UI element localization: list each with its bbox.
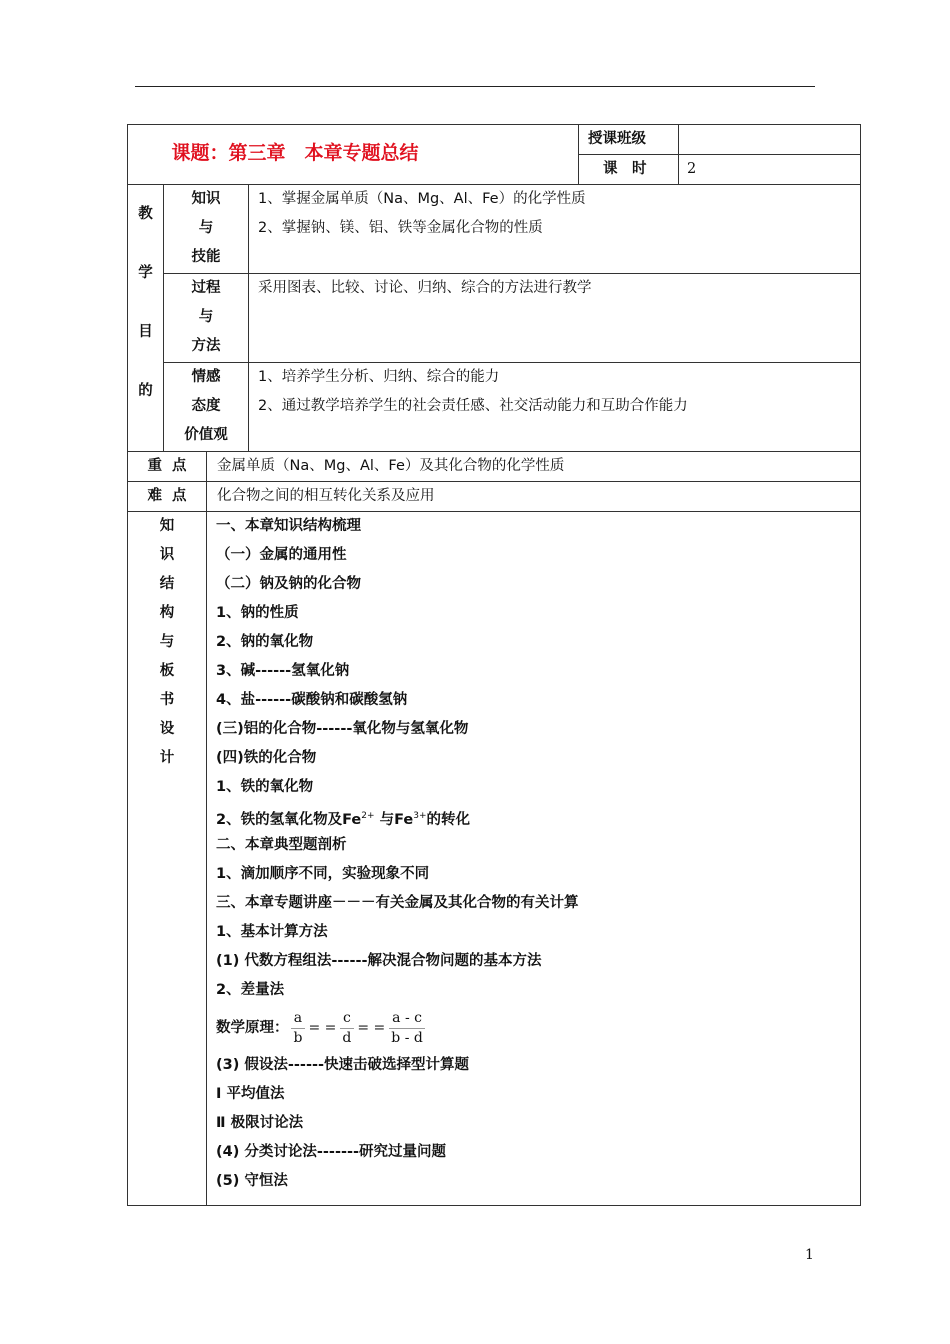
fe2-charge: 2+ bbox=[361, 811, 375, 821]
board-line: (四)铁的化合物 bbox=[216, 750, 317, 766]
emotion-item: 1、培养学生分析、归纳、综合的能力 bbox=[258, 369, 500, 385]
page-number: 1 bbox=[805, 1247, 814, 1263]
iron-line-pre: 2、铁的氢氧化物及Fe bbox=[216, 811, 362, 828]
fraction-c-d bbox=[339, 1009, 354, 1048]
board-label-char: 构 bbox=[159, 605, 175, 621]
process-label bbox=[164, 274, 249, 363]
board-line: 1、滴加顺序不同，实验现象不同 bbox=[216, 866, 430, 882]
fraction-denominator: b bbox=[293, 1029, 303, 1046]
emotion-label-line: 情感 bbox=[191, 369, 221, 385]
process-label-line: 与 bbox=[198, 309, 214, 325]
formula-label: 数学原理： bbox=[216, 1019, 289, 1036]
iron-line-post: 的转化 bbox=[426, 811, 471, 828]
board-label-char: 结 bbox=[159, 576, 175, 592]
board-label-char: 与 bbox=[159, 634, 175, 650]
board-line: Ⅰ 平均值法 bbox=[216, 1086, 285, 1102]
lesson-title: 课题：第三章 本章专题总结 bbox=[171, 142, 419, 164]
iron-line-mid: 与Fe bbox=[374, 811, 414, 828]
knowledge-item: 1、掌握金属单质（Na、Mg、Al、Fe）的化学性质 bbox=[258, 191, 586, 207]
class-label: 授课班级 bbox=[579, 125, 679, 155]
iron-conversion-line bbox=[216, 802, 860, 831]
knowledge-label-line: 知识 bbox=[191, 191, 221, 207]
equals-sign: = = bbox=[308, 1019, 337, 1036]
key-point-text: 金属单质（Na、Mg、Al、Fe）及其化合物的化学性质 bbox=[207, 452, 861, 482]
board-label-char: 书 bbox=[159, 692, 175, 708]
board-content bbox=[207, 512, 861, 1206]
difficulty-label: 难点 bbox=[128, 482, 207, 512]
process-content bbox=[249, 274, 861, 363]
fraction-a-b bbox=[291, 1009, 306, 1048]
board-line: （一）金属的通用性 bbox=[216, 547, 347, 563]
knowledge-content bbox=[249, 185, 861, 274]
board-line: 三、本章专题讲座－－－有关金属及其化合物的有关计算 bbox=[216, 895, 579, 911]
board-line: 1、基本计算方法 bbox=[216, 924, 328, 940]
board-line: 一、本章知识结构梳理 bbox=[216, 518, 361, 534]
board-label-char: 识 bbox=[159, 547, 175, 563]
goals-char: 目 bbox=[138, 324, 153, 340]
fe3-charge: 3+ bbox=[413, 811, 427, 821]
board-line: 3、碱------氢氧化钠 bbox=[216, 663, 350, 679]
process-label-line: 方法 bbox=[191, 338, 221, 354]
board-line: (3) 假设法------快速击破选择型计算题 bbox=[216, 1057, 469, 1073]
equals-sign: = = bbox=[357, 1019, 386, 1036]
process-item: 采用图表、比较、讨论、归纳、综合的方法进行教学 bbox=[258, 280, 592, 296]
fraction-denominator: b - d bbox=[391, 1029, 423, 1046]
board-line: (5) 守恒法 bbox=[216, 1173, 288, 1189]
fraction-numerator: a bbox=[291, 1009, 305, 1029]
board-line: Ⅱ 极限讨论法 bbox=[216, 1115, 304, 1131]
board-line: (4) 分类讨论法-------研究过量问题 bbox=[216, 1144, 447, 1160]
goals-char: 教 bbox=[138, 206, 153, 222]
knowledge-item: 2、掌握钠、镁、铝、铁等金属化合物的性质 bbox=[258, 220, 543, 236]
lesson-title-cell bbox=[128, 125, 579, 185]
hours-label: 课 时 bbox=[579, 155, 679, 185]
lesson-plan-table bbox=[127, 124, 861, 1206]
board-line: 1、铁的氧化物 bbox=[216, 779, 314, 795]
board-line: 二、本章典型题剖析 bbox=[216, 837, 347, 853]
board-label-char: 计 bbox=[159, 750, 175, 766]
board-line: 2、钠的氧化物 bbox=[216, 634, 314, 650]
hours-value: 2 bbox=[679, 155, 861, 185]
process-label-line: 过程 bbox=[191, 280, 221, 296]
knowledge-label-line: 与 bbox=[198, 220, 214, 236]
class-value bbox=[679, 125, 861, 155]
fraction-denominator: d bbox=[342, 1029, 352, 1046]
fraction-numerator: a - c bbox=[389, 1009, 425, 1029]
board-label-char: 板 bbox=[159, 663, 175, 679]
board-label-char: 设 bbox=[159, 721, 175, 737]
board-line: 1、钠的性质 bbox=[216, 605, 299, 621]
knowledge-label bbox=[164, 185, 249, 274]
board-label-char: 知 bbox=[159, 518, 175, 534]
board-section-label bbox=[128, 512, 207, 1206]
goals-section-label bbox=[128, 185, 164, 452]
math-principle-formula bbox=[216, 1005, 860, 1051]
emotion-label-line: 价值观 bbox=[184, 427, 228, 443]
fraction-numerator: c bbox=[340, 1009, 354, 1029]
board-line: (1) 代数方程组法------解决混合物问题的基本方法 bbox=[216, 953, 542, 969]
fraction-diff bbox=[388, 1009, 426, 1048]
board-line: (三)铝的化合物------氧化物与氢氧化物 bbox=[216, 721, 469, 737]
key-point-label: 重点 bbox=[128, 452, 207, 482]
board-line: 2、差量法 bbox=[216, 982, 285, 998]
emotion-label bbox=[164, 363, 249, 452]
difficulty-text: 化合物之间的相互转化关系及应用 bbox=[207, 482, 861, 512]
board-line: （二）钠及钠的化合物 bbox=[216, 576, 361, 592]
header-rule bbox=[135, 86, 815, 87]
goals-char: 学 bbox=[138, 265, 153, 281]
knowledge-label-line: 技能 bbox=[191, 249, 221, 265]
emotion-item: 2、通过教学培养学生的社会责任感、社交活动能力和互助合作能力 bbox=[258, 398, 688, 414]
emotion-content bbox=[249, 363, 861, 452]
goals-char: 的 bbox=[138, 383, 153, 399]
emotion-label-line: 态度 bbox=[191, 398, 221, 414]
board-line: 4、盐------碳酸钠和碳酸氢钠 bbox=[216, 692, 408, 708]
